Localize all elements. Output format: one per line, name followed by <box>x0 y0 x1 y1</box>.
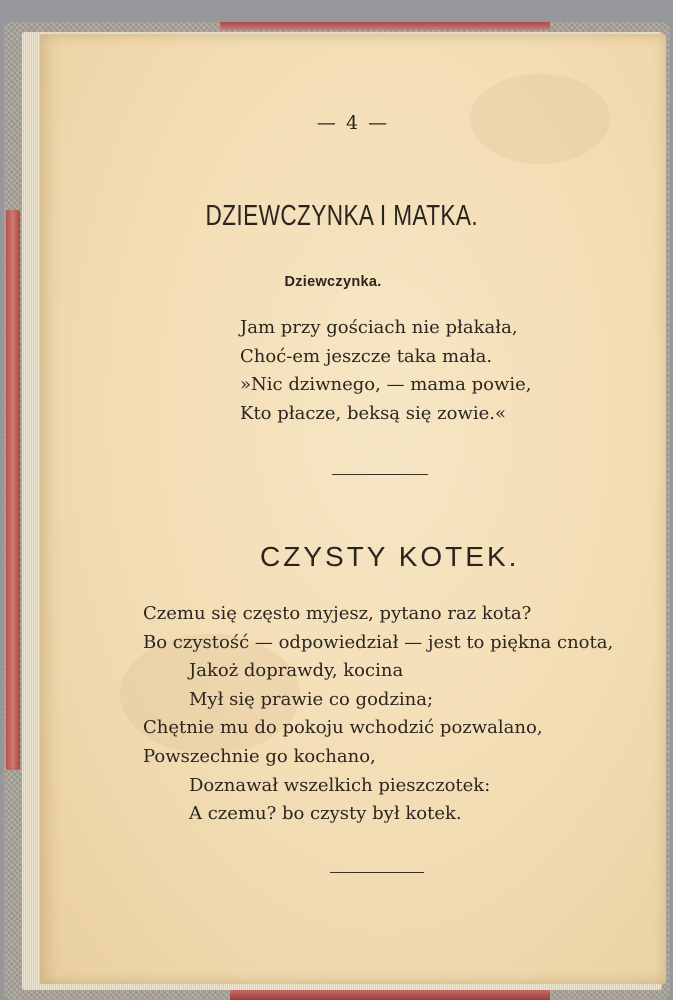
binding-red-bottom <box>230 990 550 1000</box>
poem-line: Choć-em jeszcze taka mała. <box>240 345 493 367</box>
binding-red-spine <box>6 210 20 770</box>
poem-line: »Nic dziwnego, — mama powie, <box>240 374 532 395</box>
poem-line: Doznawał wszelkich pieszczotek: <box>189 774 491 796</box>
poem-line: A czemu? bo czysty był kotek. <box>189 803 462 825</box>
poem-line: Mył się prawie co godzina; <box>189 688 434 710</box>
page-number: — 4 — <box>316 112 390 134</box>
poem-2-stanza <box>143 600 613 829</box>
poem-line: Jakoż doprawdy, kocina <box>189 660 404 682</box>
poem-title-czysty-kotek: CZYSTY KOTEK. <box>260 541 520 572</box>
poem-line: Jam przy gościach nie płakała, <box>240 317 518 338</box>
poem-line: Chętnie mu do pokoju wchodzić pozwalano, <box>143 717 543 739</box>
section-divider <box>332 474 428 475</box>
speaker-label: Dziewczynka. <box>284 274 382 290</box>
poem-line: Bo czystość — odpowiedział — jest to piękna cnota, <box>143 631 614 653</box>
poem-1-stanza <box>240 314 531 428</box>
poem-title-dziewczynka-i-matka: DZIEWCZYNKA I MATKA. <box>205 200 479 232</box>
poem-line: Kto płacze, beksą się zowie.« <box>240 402 507 424</box>
poem-line: Powszechnie go kochano, <box>143 745 376 767</box>
poem-line: Czemu się często myjesz, pytano raz kota? <box>143 603 532 624</box>
book-page <box>40 34 666 984</box>
section-divider <box>330 872 424 873</box>
binding-red-top <box>220 22 550 30</box>
